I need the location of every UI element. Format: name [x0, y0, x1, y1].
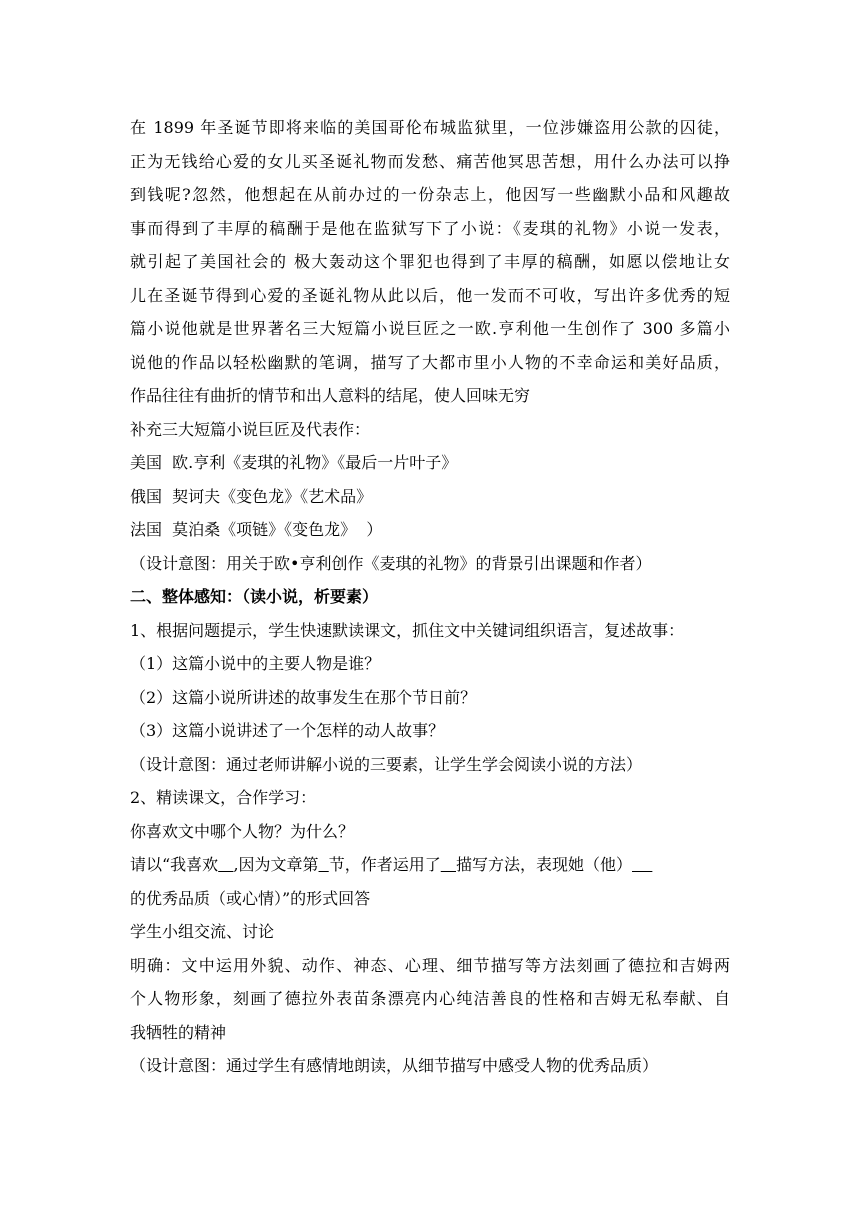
answer-template-line2: 的优秀品质（或心情）”的形式回答	[130, 888, 371, 908]
answer-blank	[632, 855, 652, 874]
intro-line: 儿在圣诞节得到心爱的圣诞礼物从此以后，他一发而不可收，写出许多优秀的短	[130, 285, 730, 305]
intro-line: 事而得到了丰厚的稿酬于是他在监狱写下了小说：《麦琪的礼物》小说一发表，	[130, 218, 730, 238]
clarification-line: 个人物形象，刻画了德拉外表苗条漂亮内心纯洁善良的性格和吉姆无私奉献、自	[130, 989, 730, 1008]
intro-line: 就引起了美国社会的 极大轰动这个罪犯也得到了丰厚的稿酬，如愿以偿地让女	[130, 252, 730, 271]
document-body	[130, 111, 730, 1083]
answer-blank	[218, 855, 233, 874]
answer-template-text: ,因为文章第	[233, 855, 319, 874]
author-item: 美国 欧.亨利《麦琪的礼物》《最后一片叶子》	[130, 453, 458, 472]
intro-line: 说他的作品以轻松幽默的笔调，描写了大都市里小人物的不幸命运和美好品质，	[130, 352, 730, 372]
clarification	[130, 949, 730, 1050]
answer-template-text: 描写方法，表现她（他）	[456, 855, 633, 874]
answer-template-text: 节，作者运用了	[328, 855, 441, 874]
clarification-line: 我牺牲的精神	[130, 1022, 227, 1042]
author-item: 法国 莫泊桑《项链》《变色龙》 ）	[130, 520, 383, 539]
design-intent: （设计意图：用关于欧•亨利创作《麦琪的礼物》的背景引出课题和作者）	[130, 553, 652, 573]
author-item: 俄国 契诃夫《变色龙》《艺术品》	[130, 486, 373, 506]
prompt-question: 你喜欢文中哪个人物？为什么？	[130, 821, 355, 841]
answer-blank	[441, 855, 456, 874]
intro-paragraph	[130, 111, 730, 413]
answer-template-text: 请以“我喜欢	[130, 855, 219, 874]
intro-line: 作品往往有曲折的情节和出人意料的结尾，使人回味无穷	[130, 386, 531, 405]
supplement-title: 补充三大短篇小说巨匠及代表作：	[130, 419, 371, 439]
intro-line: 到钱呢?忽然，他想起在从前办过的一份杂志上，他因写一些幽默小品和风趣故	[130, 185, 730, 204]
question-item: （2）这篇小说所讲述的故事发生在那个节日前？	[130, 687, 477, 707]
task-instruction: 2、精读课文，合作学习：	[130, 788, 317, 807]
clarification-line: 明确：文中运用外貌、动作、神态、心理、细节描写等方法刻画了德拉和吉姆两	[130, 955, 730, 975]
group-discussion: 学生小组交流、讨论	[130, 922, 275, 941]
intro-line: 正为无钱给心爱的女儿买圣诞礼物而发愁、痛苦他冥思苦想，用什么办法可以挣	[130, 151, 730, 171]
intro-line: 在 1899 年圣诞节即将来临的美国哥伦布城监狱里，一位涉嫌盗用公款的囚徒，	[130, 118, 730, 137]
question-list	[130, 647, 730, 748]
author-list	[130, 446, 730, 547]
design-intent: （设计意图：通过学生有感情地朗读，从细节描写中感受人物的优秀品质）	[130, 1056, 659, 1075]
task-instruction: 1、根据问题提示，学生快速默读课文，抓住文中关键词组织语言，复述故事：	[130, 620, 685, 640]
intro-line: 篇小说他就是世界著名三大短篇小说巨匠之一欧.亨利他一生创作了 300 多篇小	[130, 319, 730, 338]
question-item: （1）这篇小说中的主要人物是谁？	[130, 654, 381, 673]
question-item: （3）这篇小说讲述了一个怎样的动人故事？	[130, 721, 445, 740]
answer-template	[130, 848, 730, 882]
design-intent: （设计意图：通过老师讲解小说的三要素，让学生学会阅读小说的方法）	[130, 754, 643, 774]
section-heading: 二、整体感知：（读小说，析要素）	[130, 587, 379, 606]
answer-blank	[319, 855, 329, 874]
